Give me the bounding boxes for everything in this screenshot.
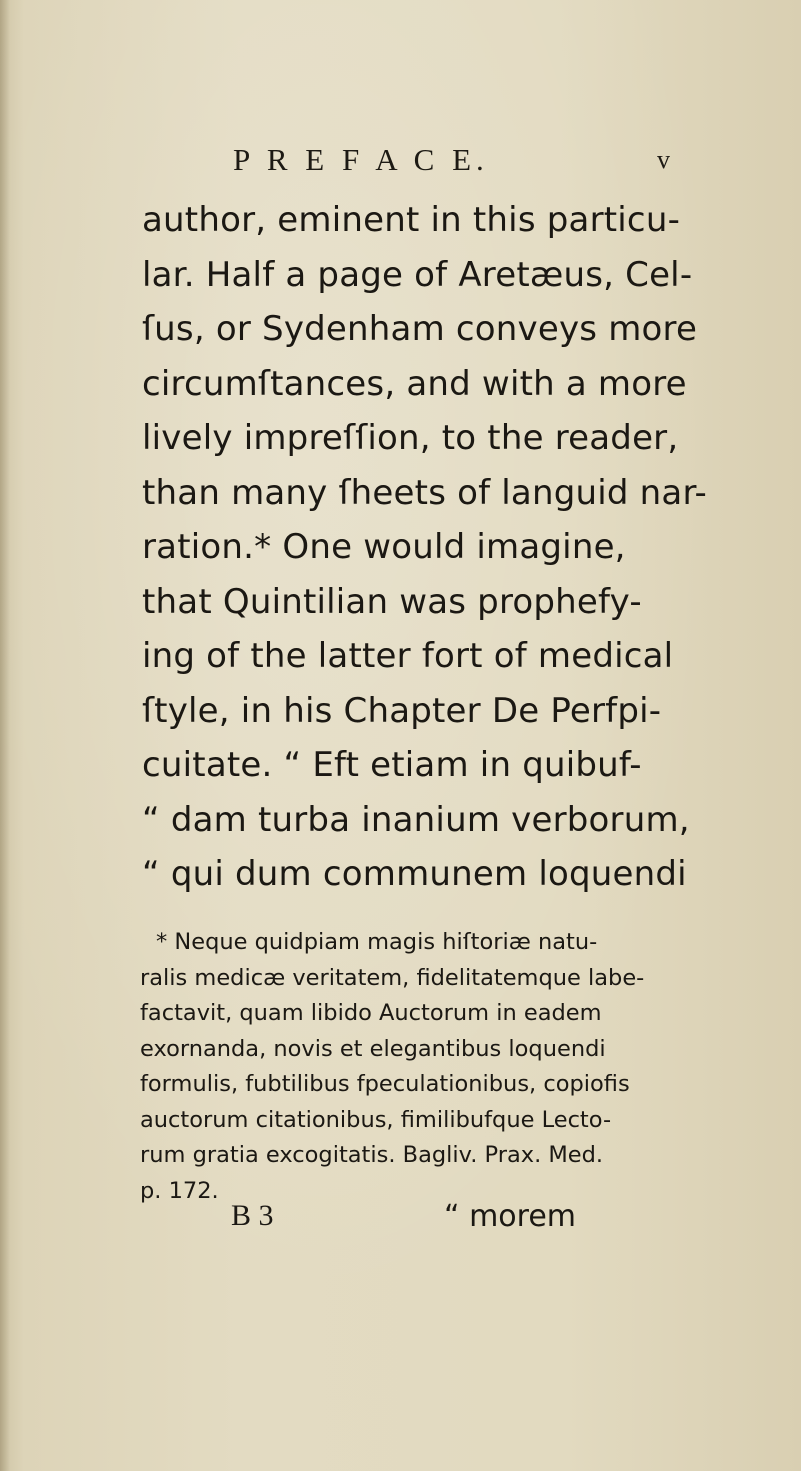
page-number: v: [657, 145, 670, 174]
body-line: that Quintilian was prophefy-: [142, 581, 642, 622]
footnote-line: ralis medicæ veritatem, fidelitatemque labe-: [140, 964, 645, 991]
page-edge-shadow: [0, 0, 10, 1471]
footnote-line: exornanda, novis et elegantibus loquendi: [140, 1035, 606, 1062]
body-line: ing of the latter fort of medical: [142, 636, 674, 676]
footnote-line: formulis, fubtilibus fpeculationibus, copiofis: [140, 1071, 630, 1097]
body-line: ſus, or Sydenham conveys more: [142, 309, 698, 349]
body-line: ſtyle, in his Chapter De Perfpi-: [142, 690, 662, 731]
body-line: author, eminent in this particu-: [142, 200, 681, 240]
running-title: P R E F A C E.: [233, 142, 489, 177]
page-header: [0, 142, 801, 182]
body-text: [142, 193, 707, 902]
footnote-line: * Neque quidpiam magis hiſtoriæ natu-: [156, 929, 598, 955]
body-line: lar. Half a page of Aretæus, Cel-: [142, 254, 693, 295]
body-line: “ qui dum communem loquendi: [142, 854, 687, 894]
catchword: “ morem: [444, 1199, 577, 1234]
footnote-line: auctorum citationibus, fimilibufque Lecto-: [140, 1106, 612, 1133]
body-line: “ dam turba inanium verborum,: [142, 799, 690, 840]
body-line: lively impreſſion, to the reader,: [142, 418, 679, 458]
footnote-line: factavit, quam libido Auctorum in eadem: [140, 1000, 602, 1026]
footnote: [140, 925, 680, 1209]
signature-mark: B 3: [231, 1199, 274, 1232]
footnote-line: p. 172.: [140, 1177, 219, 1204]
body-line: than many ſheets of languid nar-: [142, 472, 707, 513]
body-line: circumſtances, and with a more: [142, 363, 687, 404]
body-line: ration.* One would imagine,: [142, 527, 626, 567]
body-line: cuitate. “ Eft etiam in quibuf-: [142, 745, 642, 785]
footnote-line: rum gratia excogitatis. Bagliv. Prax. Med.: [140, 1142, 604, 1168]
